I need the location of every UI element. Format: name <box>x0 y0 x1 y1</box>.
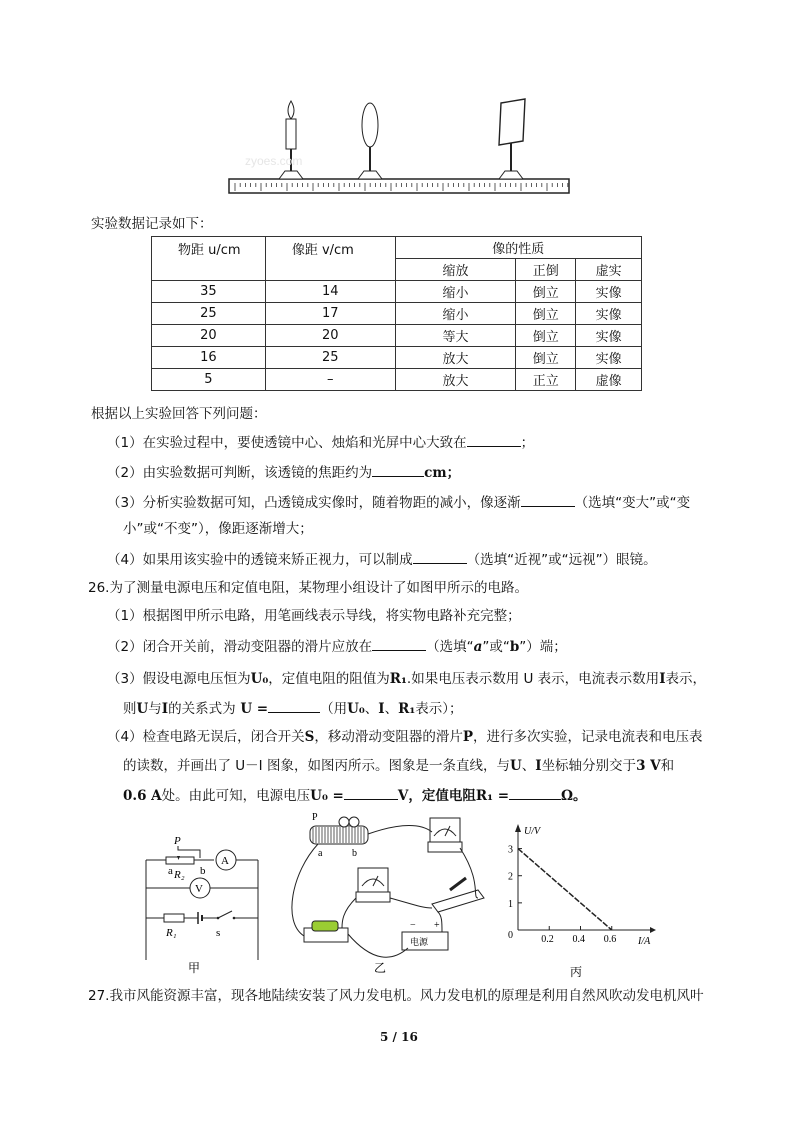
caption-jia: 甲 <box>188 961 201 975</box>
y-tick-label: 3 <box>508 844 513 856</box>
q27-text: 27.我市风能资源丰富，现各地陆续安装了风力发电机。风力发电机的原理是利用自然风吹动发电机风叶 <box>88 988 704 1004</box>
header-nature: 像的性质 <box>395 237 641 259</box>
label-A: A <box>221 855 229 867</box>
header-real: 虚实 <box>576 259 642 281</box>
q25-part3: （3）分析实验数据可知，凸透镜成实像时，随着物距的减小，像逐渐 （选填“变大”或“变 <box>107 492 690 513</box>
answer-blank[interactable] <box>467 432 521 447</box>
table-row: 5 – 放大 正立 虚像 <box>152 369 642 391</box>
header-u: 物距 u/cm <box>152 237 266 281</box>
label-power: 电源 <box>410 938 429 948</box>
origin-label: 0 <box>508 930 513 941</box>
header-size: 缩放 <box>395 259 516 281</box>
label-plus: + <box>434 920 440 931</box>
data-intro: 实验数据记录如下： <box>91 216 213 232</box>
answer-blank[interactable] <box>268 698 320 713</box>
label-R1: R₁ <box>166 927 177 939</box>
table-row: 16 25 放大 倒立 实像 <box>152 347 642 369</box>
caption-yi: 乙 <box>374 961 387 975</box>
table-row: 35 14 缩小 倒立 实像 <box>152 281 642 303</box>
q25-part2: （2）由实验数据可判断，该透镜的焦距约为 cm； <box>107 462 460 483</box>
physical-circuit-yi <box>282 812 494 980</box>
table-row: 20 20 等大 倒立 实像 <box>152 325 642 347</box>
q26-part3: （3）假设电源电压恒为U₀，定值电阻的阻值为R₁.如果电压表示数用 U 表示，电流表示数用I表示， <box>107 671 707 687</box>
label-s: s <box>216 927 221 939</box>
q26-part2: （2）闭合开关前，滑动变阻器的滑片应放在 （选填“a”或“b”）端； <box>107 636 567 657</box>
answer-blank[interactable] <box>413 549 467 564</box>
table-row: 25 17 缩小 倒立 实像 <box>152 303 642 325</box>
label-minus: − <box>410 920 416 931</box>
switch-symbol <box>218 911 232 918</box>
answer-blank[interactable] <box>372 462 424 477</box>
y-tick-label: 2 <box>508 871 513 883</box>
label-V: V <box>195 883 203 895</box>
label-R2: R₂ <box>174 869 185 881</box>
ui-graph-bing <box>500 820 660 980</box>
answer-blank[interactable] <box>344 785 398 800</box>
x-tick-label: 0.6 <box>603 934 617 945</box>
x-tick-label: 0.4 <box>572 934 585 945</box>
rheostat-icon <box>310 817 368 844</box>
resistor-R1 <box>164 914 184 922</box>
screen-icon <box>499 99 525 179</box>
q26-part4-cont2: 0.6 A处。由此可知，电源电压U₀ = V，定值电阻R₁ = Ω。 <box>123 785 587 806</box>
label-a: a <box>168 865 173 877</box>
lens-data-table <box>151 236 642 391</box>
answer-blank[interactable] <box>509 785 561 800</box>
circuit-diagram-jia <box>136 830 266 980</box>
rheostat-R2 <box>166 857 194 864</box>
q26-part1: （1）根据图甲所示电路，用笔画线表示导线，将实物电路补充完整； <box>107 608 521 624</box>
q26-title: 26.为了测量电源电压和定值电阻，某物理小组设计了如图甲所示的电路。 <box>88 580 528 596</box>
q26-part4: （4）检查电路无误后，闭合开关S，移动滑动变阻器的滑片P，进行多次实验，记录电流表和电压表 <box>107 729 703 745</box>
optical-bench-figure <box>225 95 575 200</box>
bench-rail <box>229 179 569 193</box>
q25-lead: 根据以上实验回答下列问题： <box>91 406 267 422</box>
header-v: 像距 v/cm <box>265 237 395 281</box>
q25-part1: （1）在实验过程中，要使透镜中心、烛焰和光屏中心大致在 ； <box>107 432 534 453</box>
resistor-icon <box>304 921 348 942</box>
u-i-line <box>518 849 612 930</box>
q26-part4-cont: 的读数，并画出了 U－I 图象，如图丙所示。图象是一条直线，与U、I坐标轴分别交于3 V和 <box>123 758 675 774</box>
q25-part3-cont: 小”或“不变”），像距逐渐增大； <box>123 521 313 537</box>
label-b: b <box>352 848 357 859</box>
label-P: P <box>312 812 318 823</box>
x-tick-label: 0.2 <box>541 934 554 945</box>
label-a: a <box>318 848 323 859</box>
caption-bing: 丙 <box>570 965 583 979</box>
answer-blank[interactable] <box>521 492 575 507</box>
ammeter-icon <box>428 818 462 852</box>
power-supply-icon <box>402 920 448 950</box>
label-P: P <box>174 835 181 847</box>
x-axis-label: I/A <box>638 936 651 947</box>
q26-part3-cont: 则U与I的关系式为 U = （用U₀、I、R₁表示）； <box>123 698 463 719</box>
watermark: zyoes.com <box>245 154 303 168</box>
y-axis-label: U/V <box>524 826 541 837</box>
convex-lens-icon <box>358 103 382 179</box>
q25-part4: （4）如果用该实验中的透镜来矫正视力，可以制成 （选填“近视”或“远视”）眼镜。 <box>107 549 657 570</box>
label-b: b <box>200 865 206 877</box>
header-orient: 正倒 <box>516 259 576 281</box>
table-header-row <box>152 237 642 259</box>
answer-blank[interactable] <box>372 636 426 651</box>
voltmeter-icon <box>356 868 390 902</box>
y-tick-label: 1 <box>508 898 513 910</box>
page-number: 5 / 16 <box>380 1030 418 1044</box>
